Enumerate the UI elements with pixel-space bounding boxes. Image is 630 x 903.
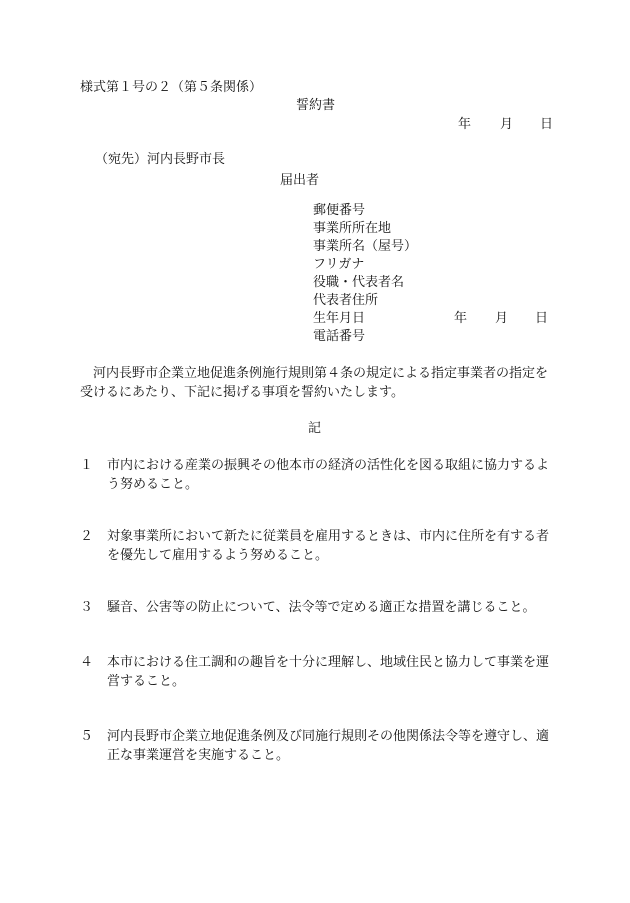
date-month: 月 <box>500 117 514 132</box>
birth-year: 年 <box>454 311 468 326</box>
pledge-text: 対象事業所において新たに従業員を雇用するときは、市内に住所を有する者を優先して雇用するよう努めること。 <box>107 529 550 563</box>
pledge-number: ３ <box>80 600 94 615</box>
pledge-number: １ <box>80 458 94 473</box>
submitter-label: 届出者 <box>280 173 320 188</box>
date-day: 日 <box>540 117 554 132</box>
pledge-number: ２ <box>80 529 94 544</box>
ki-heading: 記 <box>308 421 322 436</box>
birth-day: 日 <box>535 311 549 326</box>
birth-month: 月 <box>495 311 509 326</box>
date-year: 年 <box>458 117 472 132</box>
document-title: 誓約書 <box>296 98 336 113</box>
pledge-text: 河内長野市企業立地促進条例及び同施行規則その他関係法令等を遵守し、適正な事業運営を実施すること。 <box>107 729 550 763</box>
field-phone: 電話番号 <box>313 329 366 344</box>
addressee: （宛先）河内長野市長 <box>95 152 226 167</box>
field-representative: 役職・代表者名 <box>313 275 405 290</box>
form-number: 様式第１号の２（第５条関係） <box>80 80 263 95</box>
pledge-number: ５ <box>80 729 94 744</box>
pledge-text: 騒音、公害等の防止について、法令等で定める適正な措置を講じること。 <box>107 600 536 615</box>
field-business-name: 事業所名（屋号） <box>313 239 418 254</box>
intro-paragraph: 河内長野市企業立地促進条例施行規則第４条の規定による指定事業者の指定を受けるにあたり、下記に掲げる事項を誓約いたします。 <box>80 366 549 400</box>
field-birthdate: 生年月日 <box>313 311 366 326</box>
pledge-text: 市内における産業の振興その他本市の経済の活性化を図る取組に協力するよう努めること。 <box>107 458 550 492</box>
field-furigana: フリガナ <box>313 257 365 272</box>
pledge-text: 本市における住工調和の趣旨を十分に理解し、地域住民と協力して事業を運営すること。 <box>107 655 550 689</box>
field-address: 事業所所在地 <box>313 221 392 236</box>
pledge-number: ４ <box>80 655 94 670</box>
field-postal-code: 郵便番号 <box>313 203 366 218</box>
field-rep-address: 代表者住所 <box>313 293 379 308</box>
